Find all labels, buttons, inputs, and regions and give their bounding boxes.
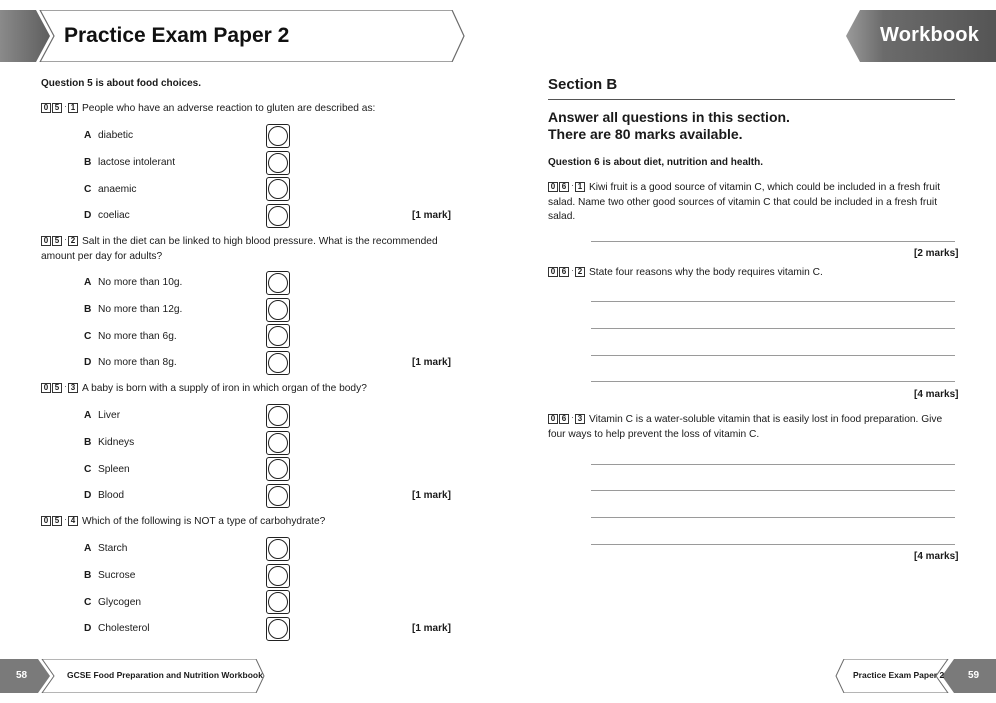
- question-number: 0 5 · 1: [41, 103, 79, 113]
- question-text: Kiwi fruit is a good source of vitamin C, which could be included in a fresh fruit salad. Name two other good sources of vitamin C that could be included in a fresh fruit salad.: [548, 182, 941, 222]
- mark-allocation: [1 mark]: [412, 210, 451, 221]
- answer-line[interactable]: [591, 241, 955, 242]
- instructions: Answer all questions in this section. There are 80 marks available.: [548, 109, 790, 142]
- section-divider: [548, 99, 955, 100]
- answer-checkbox[interactable]: [268, 406, 288, 426]
- answer-checkbox[interactable]: [268, 326, 288, 346]
- question-intro: Question 5 is about food choices.: [41, 78, 202, 89]
- answer-checkbox[interactable]: [268, 486, 288, 506]
- answer-checkbox[interactable]: [268, 619, 288, 639]
- answer-line[interactable]: [591, 464, 955, 465]
- question-text: Salt in the diet can be linked to high blood pressure. What is the recommended amount per day for adults?: [41, 236, 438, 262]
- question-062: [548, 266, 958, 281]
- answer-checkbox[interactable]: [268, 539, 288, 559]
- question-063: [548, 413, 958, 442]
- answer-checkbox[interactable]: [268, 273, 288, 293]
- answer-line[interactable]: [591, 544, 955, 545]
- answer-line[interactable]: [591, 301, 955, 302]
- answer-checkbox[interactable]: [268, 459, 288, 479]
- question-number: 0 6 · 3: [548, 414, 586, 424]
- answer-checkbox[interactable]: [268, 566, 288, 586]
- question-text: A baby is born with a supply of iron in which organ of the body?: [82, 383, 367, 394]
- mark-allocation: [4 marks]: [914, 551, 959, 562]
- question-text: Which of the following is NOT a type of carbohydrate?: [82, 516, 326, 527]
- workbook-label: Workbook: [880, 24, 980, 46]
- page-number: 58: [16, 670, 28, 681]
- answer-checkbox[interactable]: [268, 353, 288, 373]
- question-051: [41, 102, 461, 117]
- question-text: People who have an adverse reaction to gluten are described as:: [82, 103, 376, 114]
- section-title: Section B: [548, 76, 618, 93]
- mark-allocation: [1 mark]: [412, 490, 451, 501]
- right-page: [498, 0, 996, 703]
- answer-checkbox[interactable]: [268, 179, 288, 199]
- question-number: 0 6 · 1: [548, 182, 586, 192]
- answer-line[interactable]: [591, 490, 955, 491]
- mark-allocation: [1 mark]: [412, 623, 451, 634]
- mark-allocation: [1 mark]: [412, 357, 451, 368]
- question-061: [548, 181, 958, 225]
- page-number: 59: [968, 670, 980, 681]
- question-number: 0 5 · 3: [41, 383, 79, 393]
- book-title: GCSE Food Preparation and Nutrition Workbook: [67, 670, 263, 680]
- question-text: State four reasons why the body requires vitamin C.: [589, 267, 823, 278]
- page-title: Practice Exam Paper 2: [64, 24, 290, 47]
- question-intro: Question 6 is about diet, nutrition and health.: [548, 157, 764, 168]
- question-number: 0 6 · 2: [548, 267, 586, 277]
- answer-checkbox[interactable]: [268, 592, 288, 612]
- mark-allocation: [4 marks]: [914, 389, 959, 400]
- answer-checkbox[interactable]: [268, 433, 288, 453]
- mark-allocation: [2 marks]: [914, 248, 959, 259]
- answer-line[interactable]: [591, 355, 955, 356]
- question-052: [41, 235, 451, 264]
- answer-checkbox[interactable]: [268, 153, 288, 173]
- answer-line[interactable]: [591, 381, 955, 382]
- question-text: Vitamin C is a water-soluble vitamin that is easily lost in food preparation. Give four ways to help prevent the loss of vitamin C.: [548, 414, 943, 440]
- answer-checkbox[interactable]: [268, 126, 288, 146]
- paper-title: Practice Exam Paper 2: [853, 670, 945, 680]
- answer-checkbox[interactable]: [268, 206, 288, 226]
- question-053: [41, 382, 461, 397]
- question-number: 0 5 · 4: [41, 516, 79, 526]
- question-number: 0 5 · 2: [41, 236, 79, 246]
- answer-line[interactable]: [591, 328, 955, 329]
- answer-line[interactable]: [591, 517, 955, 518]
- answer-checkbox[interactable]: [268, 300, 288, 320]
- question-054: [41, 515, 461, 530]
